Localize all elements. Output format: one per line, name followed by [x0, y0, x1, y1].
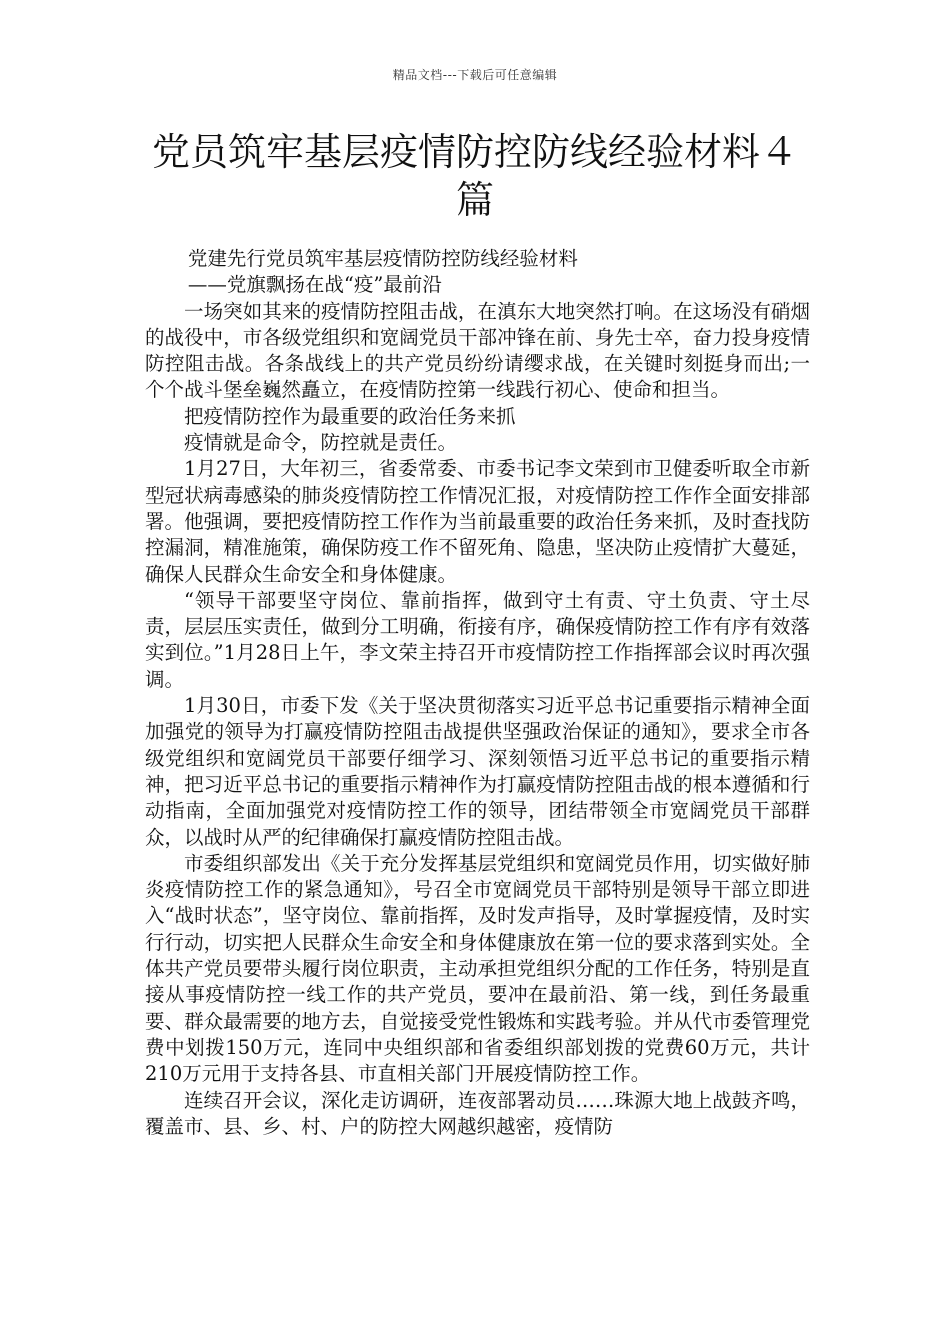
document-body: [145, 246, 810, 1140]
header-note: 精品文档---下载后可任意编辑: [392, 68, 558, 82]
paragraph: 连续召开会议，深化走访调研，连夜部署动员……珠源大地上战鼓齐鸣，覆盖市、县、乡、村、户的防控大网越织越密，疫情防: [145, 1088, 810, 1138]
paragraph: 市委组织部发出《关于充分发挥基层党组织和宽阔党员作用，切实做好肺炎疫情防控工作的紧急通知》，号召全市宽阔党员干部特别是领导干部立即进入“战时状态”，坚守岗位、靠前指挥，及时发声指导，及时掌握疫情，及时实行行动，切实把人民群众生命安全和身体健康放在第一位的要求落到实处。全体共产党员要带头履行岗位职责，主动承担党组织分配的工作任务，特别是直接从事疫情防控一线工作的共产党员，要冲在最前沿、第一线，到任务最重要、群众最需要的地方去，自觉接受党性锻炼和实践考验。并从代市委管理党费中划拨150万元，连同中央组织部和省委组织部划拨的党费60万元，共计210万元用于支持各县、市直相关部门开展疫情防控工作。: [145, 851, 810, 1086]
paragraph: 一场突如其来的疫情防控阻击战，在滇东大地突然打响。在这场没有硝烟的战役中，市各级党组织和宽阔党员干部冲锋在前、身先士卒，奋力投身疫情防控阻击战。各条战线上的共产党员纷纷请缨求战，在关键时刻挺身而出;一个个战斗堡垒巍然矗立，在疫情防控第一线践行初心、使命和担当。: [145, 299, 810, 402]
paragraph-subtitle: ——党旗飘扬在战“疫”最前沿: [187, 273, 442, 297]
paragraph: “领导干部要坚守岗位、靠前指挥，做到守土有责、守土负责、守土尽责，层层压实责任，做到分工明确，衔接有序，确保疫情防控工作有序有效落实到位。”1月28日上午，李文荣主持召开市疫情防控工作指挥部会议时再次强调。: [145, 588, 810, 691]
paragraph: 1月30日，市委下发《关于坚决贯彻落实习近平总书记重要指示精神全面加强党的领导为打赢疫情防控阻击战提供坚强政治保证的通知》，要求全市各级党组织和宽阔党员干部要仔细学习、深刻领悟习近平总书记的重要指示精神，把习近平总书记的重要指示精神作为打赢疫情防控阻击战的根本遵循和行动指南，全面加强党对疫情防控工作的领导，团结带领全市宽阔党员干部群众，以战时从严的纪律确保打赢疫情防控阻击战。: [145, 694, 810, 849]
document-title: 党员筑牢基层疫情防控防线经验材料４篇: [151, 130, 798, 222]
section-heading: 把疫情防控作为最重要的政治任务来抓: [184, 404, 516, 428]
paragraph: 疫情就是命令，防控就是责任。: [184, 431, 458, 455]
paragraph-subheading: 党建先行党员筑牢基层疫情防控防线经验材料: [187, 247, 578, 270]
paragraph: 1月27日，大年初三，省委常委、市委书记李文荣到市卫健委听取全市新型冠状病毒感染的肺炎疫情防控工作情况汇报，对疫情防控工作作全面安排部署。他强调，要把疫情防控工作作为当前最重要的政治任务来抓，及时查找防控漏洞，精准施策，确保防疫工作不留死角、隐患，坚决防止疫情扩大蔓延，确保人民群众生命安全和身体健康。: [145, 457, 810, 586]
